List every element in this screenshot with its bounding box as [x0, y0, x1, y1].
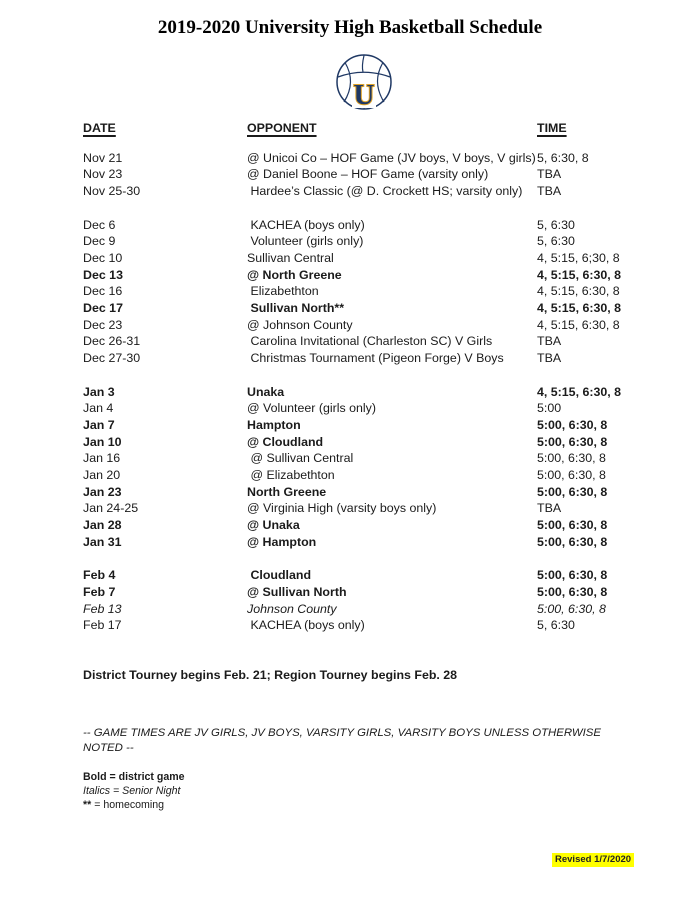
opponent-cell: @ Virginia High (varsity boys only) [247, 501, 437, 516]
table-row [83, 233, 643, 250]
column-header-date: DATE [83, 121, 116, 135]
date-cell: Feb 4 [83, 568, 116, 583]
date-cell: Nov 23 [83, 167, 123, 182]
date-cell: Nov 25-30 [83, 184, 141, 199]
homecoming-marker: ** [83, 798, 92, 811]
opponent-cell: Sullivan Central [247, 250, 334, 265]
time-cell: TBA [537, 501, 562, 516]
date-cell: Jan 3 [83, 384, 115, 399]
date-cell: Jan 16 [83, 451, 121, 466]
table-row [83, 400, 643, 417]
date-cell: Jan 28 [83, 518, 122, 533]
table-row [83, 333, 643, 350]
opponent-cell: @ Daniel Boone – HOF Game (varsity only) [247, 167, 489, 182]
table-row [83, 517, 643, 534]
table-row [83, 350, 643, 367]
time-cell: 5:00, 6:30, 8 [537, 584, 608, 599]
basketball-icon [334, 52, 394, 114]
time-cell: 5:00, 6:30, 8 [537, 601, 606, 616]
time-cell: 5:00, 6:30, 8 [537, 434, 608, 449]
time-cell: 5:00, 6:30, 8 [537, 568, 608, 583]
opponent-cell: @ Sullivan Central [247, 451, 354, 466]
revised-stamp: Revised 1/7/2020 [552, 853, 634, 867]
date-cell: Nov 21 [83, 150, 123, 165]
homecoming-text: = homecoming [94, 798, 164, 811]
table-row [83, 283, 643, 300]
date-cell: Dec 27-30 [83, 351, 141, 366]
table-row [83, 183, 643, 200]
table-row [83, 484, 643, 501]
time-cell: 4, 5:15, 6:30, 8 [537, 384, 622, 399]
opponent-cell: Sullivan North** [247, 301, 345, 316]
opponent-cell: Unaka [247, 384, 285, 399]
table-row [83, 217, 643, 234]
table-row [83, 317, 643, 334]
time-cell: 4, 5:15, 6:30, 8 [537, 267, 622, 282]
legend-senior-night: Italics = Senior Night [83, 784, 181, 797]
logo-letter: U [353, 79, 375, 111]
date-cell: Jan 23 [83, 484, 122, 499]
opponent-cell: @ Elizabethton [247, 468, 335, 483]
table-row [83, 567, 643, 584]
time-cell: 5:00, 6:30, 8 [537, 484, 608, 499]
table-row [83, 467, 643, 484]
date-cell: Dec 13 [83, 267, 123, 282]
opponent-cell: Hardee’s Classic (@ D. Crockett HS; varsity only) [247, 184, 523, 199]
time-cell: 5, 6:30 [537, 618, 575, 633]
table-row [83, 267, 643, 284]
time-cell: 4, 5:15, 6:30, 8 [537, 317, 620, 332]
opponent-cell: Hampton [247, 417, 301, 432]
table-header [83, 120, 643, 137]
opponent-cell: @ Johnson County [247, 317, 353, 332]
table-row [83, 300, 643, 317]
date-cell: Dec 6 [83, 217, 116, 232]
legend-homecoming [83, 798, 643, 812]
date-cell: Dec 9 [83, 234, 116, 249]
date-cell: Feb 7 [83, 584, 116, 599]
table-row [83, 250, 643, 267]
schedule-rows [83, 150, 643, 634]
table-row [83, 384, 643, 401]
date-cell: Feb 13 [83, 601, 122, 616]
time-cell: 5:00, 6:30, 8 [537, 451, 606, 466]
opponent-cell: KACHEA (boys only) [247, 618, 365, 633]
schedule-group [83, 384, 643, 551]
table-row [83, 166, 643, 183]
opponent-cell: Cloudland [247, 568, 312, 583]
opponent-cell: North Greene [247, 484, 327, 499]
time-cell: 5, 6:30, 8 [537, 150, 589, 165]
column-header-time: TIME [537, 121, 567, 135]
time-cell: 5, 6:30 [537, 234, 575, 249]
schedule-group [83, 150, 643, 200]
opponent-cell: Christmas Tournament (Pigeon Forge) V Boys [247, 351, 504, 366]
opponent-cell: Johnson County [247, 601, 337, 616]
page-title: 2019-2020 University High Basketball Schedule [157, 17, 543, 38]
date-cell: Dec 16 [83, 284, 123, 299]
opponent-cell: @ Cloudland [247, 434, 324, 449]
opponent-cell: @ Unicoi Co – HOF Game (JV boys, V boys, V girls) [247, 150, 536, 165]
time-cell: TBA [537, 184, 562, 199]
time-cell: 5, 6:30 [537, 217, 575, 232]
schedule-group [83, 567, 643, 634]
date-cell: Dec 10 [83, 250, 123, 265]
tourney-note: District Tourney begins Feb. 21; Region Tourney begins Feb. 28 [83, 668, 458, 683]
date-cell: Jan 10 [83, 434, 122, 449]
table-row [83, 584, 643, 601]
opponent-cell: Carolina Invitational (Charleston SC) V Girls [247, 334, 493, 349]
table-row [83, 500, 643, 517]
time-cell: TBA [537, 167, 562, 182]
table-row [83, 434, 643, 451]
date-cell: Dec 26-31 [83, 334, 141, 349]
date-cell: Jan 24-25 [83, 501, 139, 516]
schedule-content [83, 120, 643, 812]
date-cell: Jan 4 [83, 401, 114, 416]
table-row [83, 417, 643, 434]
time-cell: 4, 5:15, 6;30, 8 [537, 250, 620, 265]
opponent-cell: @ North Greene [247, 267, 342, 282]
date-cell: Jan 31 [83, 534, 122, 549]
date-cell: Feb 17 [83, 618, 122, 633]
opponent-cell: Volunteer (girls only) [247, 234, 364, 249]
time-cell: 4, 5:15, 6:30, 8 [537, 301, 622, 316]
time-cell: TBA [537, 351, 562, 366]
column-header-opponent: OPPONENT [247, 121, 317, 135]
time-cell: 5:00 [537, 401, 562, 416]
table-row [83, 450, 643, 467]
legend [83, 770, 643, 812]
table-row [83, 534, 643, 551]
opponent-cell: @ Volunteer (girls only) [247, 401, 376, 416]
date-cell: Dec 23 [83, 317, 123, 332]
opponent-cell: @ Sullivan North [247, 584, 347, 599]
opponent-cell: KACHEA (boys only) [247, 217, 365, 232]
table-row [83, 617, 643, 634]
time-cell: TBA [537, 334, 562, 349]
game-times-note: -- GAME TIMES ARE JV GIRLS, JV BOYS, VARSITY GIRLS, VARSITY BOYS UNLESS OTHERWISE NOTED -- [83, 726, 601, 754]
schedule-group [83, 217, 643, 367]
date-cell: Dec 17 [83, 301, 123, 316]
time-cell: 4, 5:15, 6:30, 8 [537, 284, 620, 299]
table-row [83, 601, 643, 618]
time-cell: 5:00, 6:30, 8 [537, 534, 608, 549]
basketball-logo [334, 52, 394, 114]
opponent-cell: @ Unaka [247, 518, 300, 533]
opponent-cell: @ Hampton [247, 534, 317, 549]
opponent-cell: Elizabethton [247, 284, 319, 299]
table-row [83, 150, 643, 167]
date-cell: Jan 7 [83, 417, 115, 432]
time-cell: 5:00, 6:30, 8 [537, 518, 608, 533]
date-cell: Jan 20 [83, 468, 121, 483]
legend-district: Bold = district game [83, 770, 185, 783]
time-cell: 5:00, 6:30, 8 [537, 468, 606, 483]
time-cell: 5:00, 6:30, 8 [537, 417, 608, 432]
